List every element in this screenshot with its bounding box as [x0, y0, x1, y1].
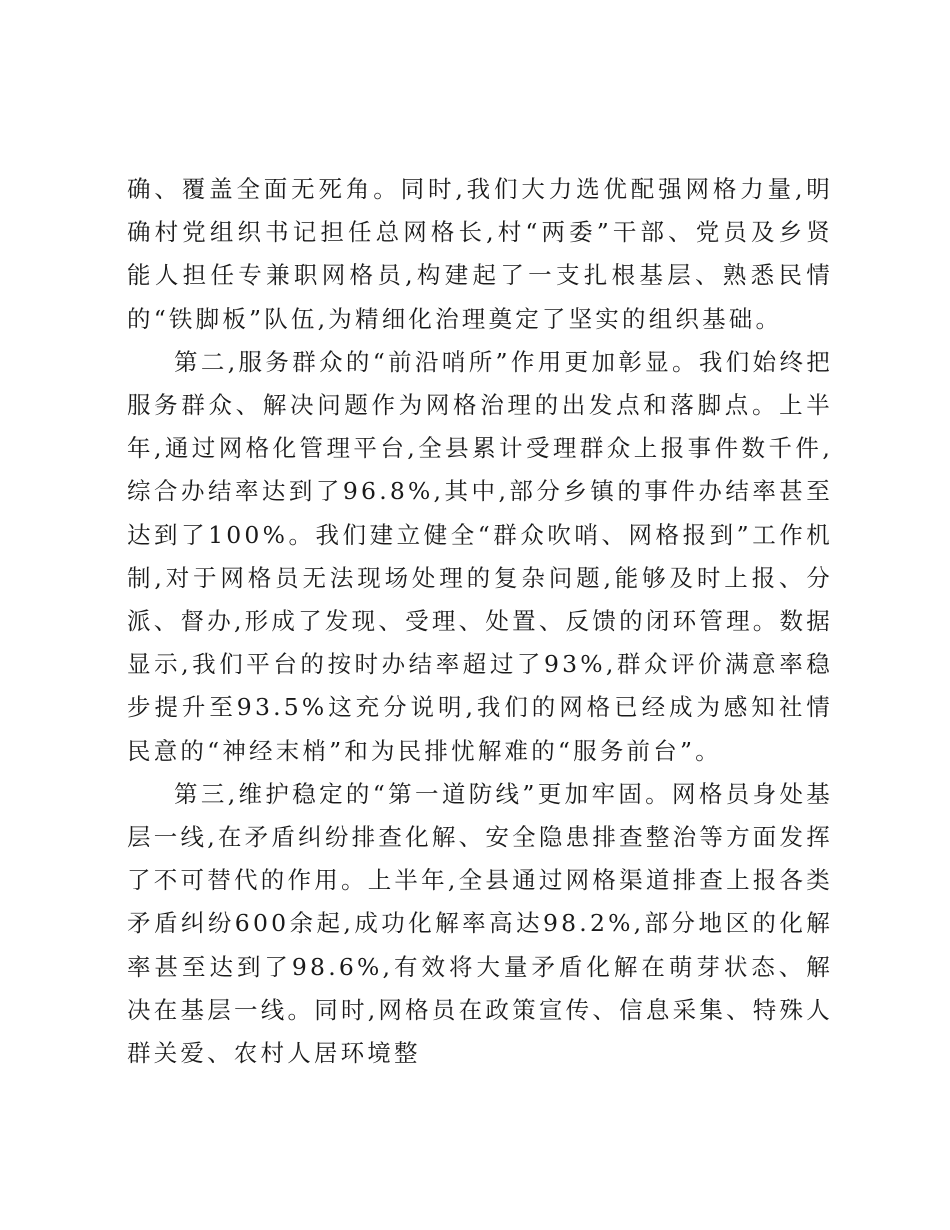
document-body	[127, 168, 833, 1075]
paragraph-2: 第二,服务群众的“前沿哨所”作用更加彰显。我们始终把服务群众、解决问题作为网格治理的出发点和落脚点。上半年,通过网格化管理平台,全县累计受理群众上报事件数千件,综合办结率达到了96.8%,其中,部分乡镇的事件办结率甚至达到了100%。我们建立健全“群众吹哨、网格报到”工作机制,对于网格员无法现场处理的复杂问题,能够及时上报、分派、督办,形成了发现、受理、处置、反馈的闭环管理。数据显示,我们平台的按时办结率超过了93%,群众评价满意率稳步提升至93.5%这充分说明,我们的网格已经成为感知社情民意的“神经末梢”和为民排忧解难的“服务前台”。	[127, 347, 833, 765]
paragraph-3: 第三,维护稳定的“第一道防线”更加牢固。网格员身处基层一线,在矛盾纠纷排查化解、安全隐患排查整治等方面发挥了不可替代的作用。上半年,全县通过网格渠道排查上报各类矛盾纠纷600余起,成功化解率高达98.2%,部分地区的化解率甚至达到了98.6%,有效将大量矛盾化解在萌芽状态、解决在基层一线。同时,网格员在政策宣传、信息采集、特殊人群关爱、农村人居环境整	[127, 779, 833, 1068]
paragraph-1: 确、覆盖全面无死角。同时,我们大力选优配强网格力量,明确村党组织书记担任总网格长,村“两委”干部、党员及乡贤能人担任专兼职网格员,构建起了一支扎根基层、熟悉民情的“铁脚板”队伍,为精细化治理奠定了坚实的组织基础。	[127, 175, 833, 333]
